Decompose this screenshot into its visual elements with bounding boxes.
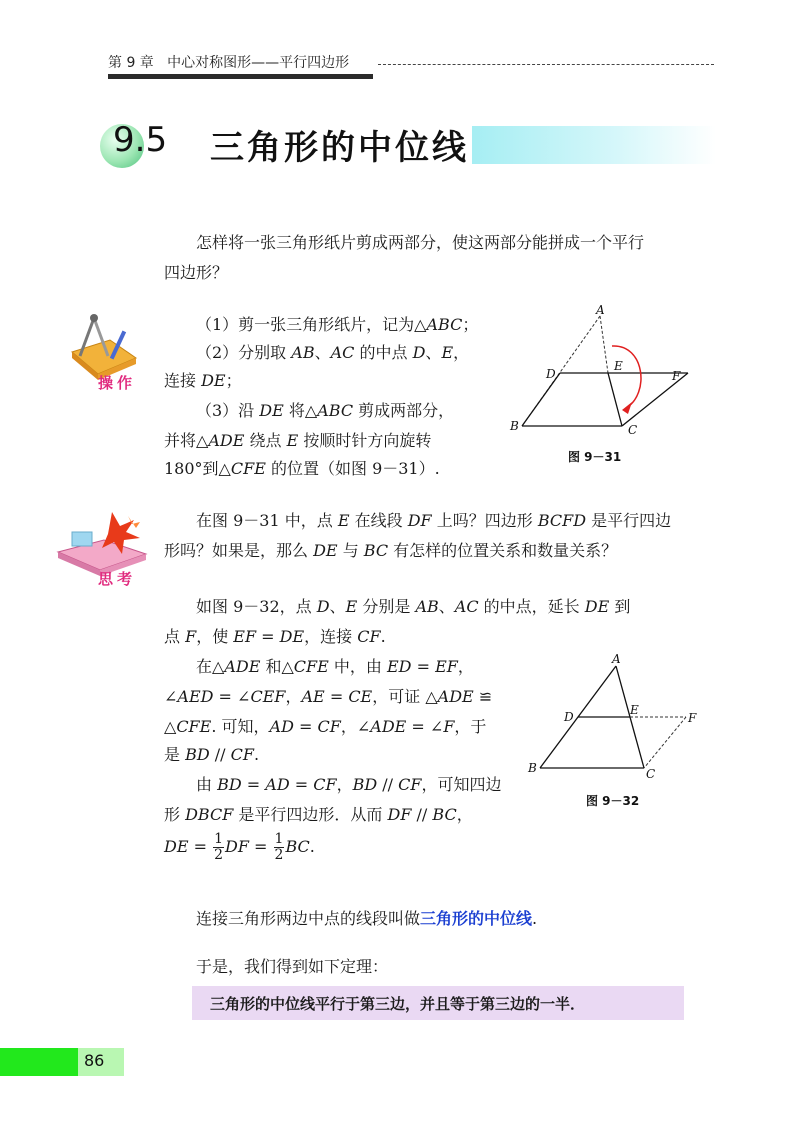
figure-9-32-caption: 图 9－32: [586, 794, 640, 808]
footer-green-bar: [0, 1048, 78, 1076]
proof-p3-line-1: 由 BD = AD = CF，BD // CF，可知四边: [196, 775, 502, 794]
fig32-label-f: F: [688, 711, 697, 725]
theorem-text: 三角形的中位线平行于第三边，并且等于第三边的一半．: [210, 995, 586, 1013]
figure-9-32: [520, 654, 710, 784]
think-line-2: 形吗？如果是，那么 DE 与 BC 有怎样的位置关系和数量关系？: [164, 541, 618, 560]
intro-line-2: 四边形？: [164, 263, 229, 282]
fig31-label-b: B: [510, 419, 519, 433]
fig31-segment-ec: [608, 373, 622, 426]
chapter-number: 第 9 章: [108, 55, 154, 71]
step-3-line-3: 180°到△CFE 的位置（如图 9－31）.: [164, 459, 440, 478]
fig32-label-d: D: [564, 710, 574, 724]
fraction-one-half-b: $\frac{1}{2}$: [274, 831, 284, 863]
think-label: 思考: [98, 570, 137, 588]
fig31-label-c: C: [628, 423, 638, 437]
step-3-line-2: 并将△ADE 绕点 E 按顺时针方向旋转: [164, 431, 432, 450]
section-title-gradient: [472, 126, 716, 164]
header-bar: [108, 74, 373, 79]
fraction-one-half-a: $\frac{1}{2}$: [214, 831, 224, 863]
intro-line-1: 怎样将一张三角形纸片剪成两部分，使这两部分能拼成一个平行: [196, 233, 645, 252]
section-number: 9.5: [113, 120, 168, 160]
operation-label: 操作: [98, 374, 137, 392]
fig32-label-b: B: [528, 761, 537, 775]
figure-9-31: [500, 304, 700, 444]
fig31-label-e: E: [614, 359, 623, 373]
fig31-label-f: F: [672, 369, 681, 383]
fig31-label-a: A: [596, 304, 605, 317]
step-3: （3）沿 DE 将△ABC 剪成两部分，: [196, 401, 455, 420]
definition-line: 连接三角形两边中点的线段叫做三角形的中位线.: [196, 909, 538, 928]
step-1: （1）剪一张三角形纸片，记为△ABC；: [196, 315, 479, 334]
step-2: （2）分别取 AB、AC 的中点 D、E，: [196, 343, 470, 362]
running-header: [108, 52, 349, 72]
proof-p2-line-1: 在△ADE 和△CFE 中，由 ED = EF，: [196, 657, 474, 676]
fig32-label-e: E: [630, 703, 639, 717]
think-line-1: 在图 9－31 中，点 E 在线段 DF 上吗？四边形 BCFD 是平行四边: [196, 511, 672, 530]
theorem-lead-in: 于是，我们得到如下定理：: [196, 957, 389, 976]
proof-p2-line-4: 是 BD // CF.: [164, 745, 260, 764]
page-number: 86: [84, 1051, 105, 1070]
fig32-label-c: C: [646, 767, 656, 781]
fig32-label-a: A: [612, 654, 621, 666]
section-title: 三角形的中位线: [210, 128, 469, 168]
fig31-side-ae: [600, 316, 608, 373]
chapter-title: 中心对称图形——平行四边形: [167, 55, 350, 71]
figure-9-31-caption: 图 9－31: [568, 450, 622, 464]
proof-p2-line-3: △CFE. 可知，AD = CF，∠ADE = ∠F，于: [164, 717, 487, 736]
header-dashed-rule: [378, 64, 714, 65]
step-2-line-2: 连接 DE；: [164, 371, 242, 390]
fig32-segment-fc: [644, 717, 686, 768]
proof-p3-line-2: 形 DBCF 是平行四边形．从而 DF // BC，: [164, 805, 473, 824]
proof-p1-line-1: 如图 9－32，点 D、E 分别是 AB、AC 的中点，延长 DE 到: [196, 597, 631, 616]
defined-term: 三角形的中位线: [420, 909, 533, 928]
fig31-rotation-arrow: [612, 346, 641, 408]
proof-p3-line-3: DE = $\frac{1}{2}$ DF = $\frac{1}{2}$ BC.: [164, 831, 315, 863]
fig31-label-d: D: [546, 367, 556, 381]
proof-p2-line-2: ∠AED = ∠CEF，AE = CE，可证 △ADE ≌: [164, 687, 493, 706]
proof-p1-line-2: 点 F，使 EF = DE，连接 CF.: [164, 627, 386, 646]
